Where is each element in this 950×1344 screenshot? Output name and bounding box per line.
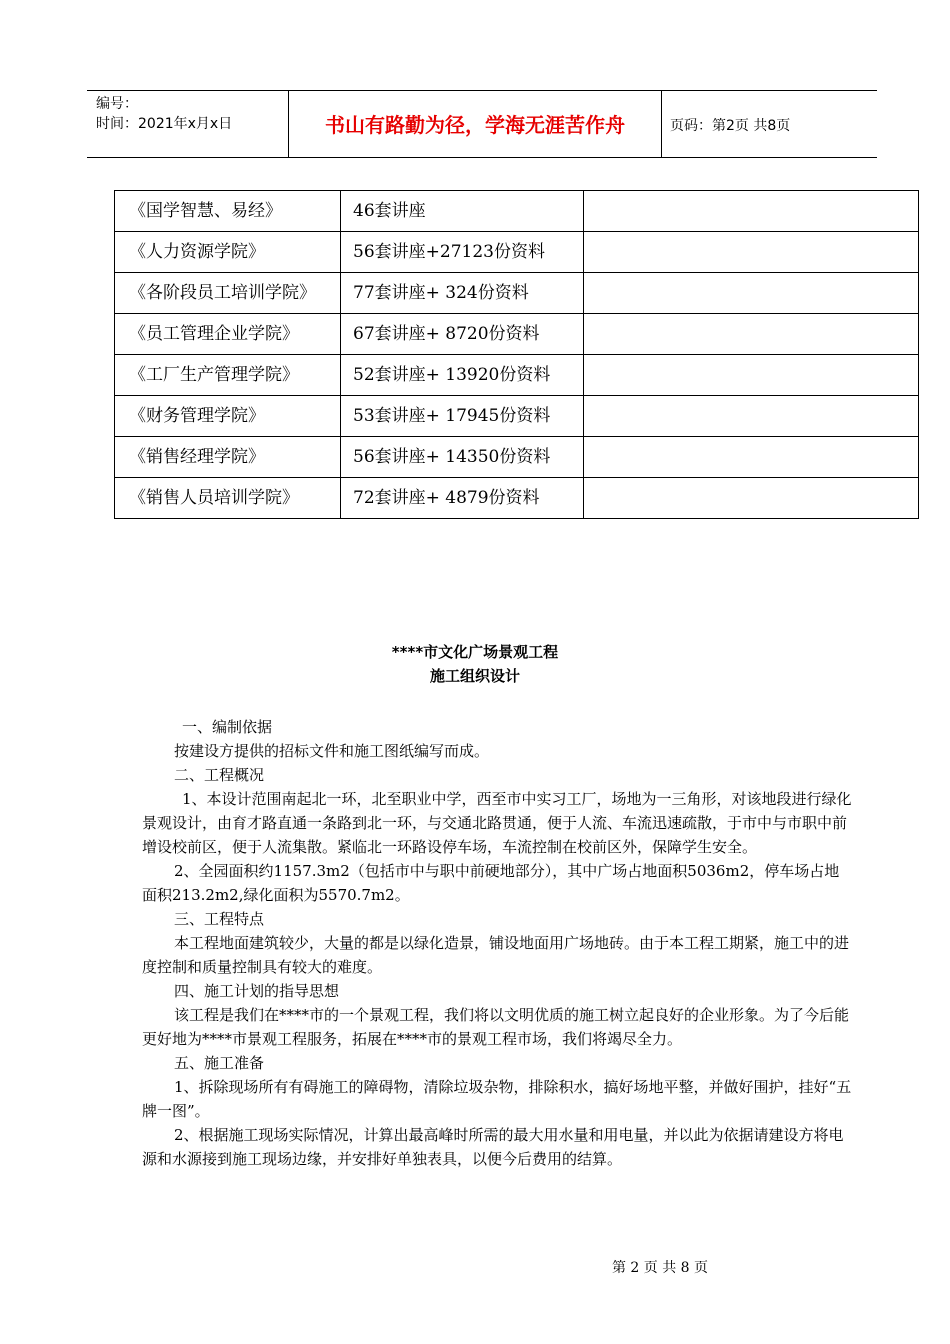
table-cell-desc: 56套讲座+ 14350份资料 <box>341 437 584 478</box>
paragraph: 2、根据施工现场实际情况，计算出最高峰时所需的最大用水量和用电量，并以此为依据请建设方将电源和水源接到施工现场边缘，并安排好单独表具，以便今后费用的结算。 <box>142 1126 844 1168</box>
table-cell-name: 《工厂生产管理学院》 <box>115 355 341 396</box>
doc-body <box>142 715 854 1171</box>
table-cell-extra <box>584 191 919 232</box>
doc-title: ****市文化广场景观工程 <box>391 643 559 661</box>
section-heading: 四、施工计划的指导思想 <box>174 982 340 1000</box>
header-bottom-rule <box>87 157 877 158</box>
table-row <box>115 273 919 314</box>
header-divider-right <box>661 91 662 157</box>
table-cell-name: 《销售经理学院》 <box>115 437 341 478</box>
paragraph: 1、本设计范围南起北一环，北至职业中学，西至市中实习工厂，场地为一三角形，对该地段进行绿化景观设计，由育才路直通一条路到北一环，与交通北路贯通，便于人流、车流迅速疏散，于市中与市职中前增设校前区，便于人流集散。紧临北一环路设停车场，车流控制在校前区外，保障学生安全。 <box>142 790 852 856</box>
table-cell-extra <box>584 437 919 478</box>
table-row <box>115 478 919 519</box>
table-cell-desc: 52套讲座+ 13920份资料 <box>341 355 584 396</box>
table-cell-name: 《销售人员培训学院》 <box>115 478 341 519</box>
header-meta <box>96 94 232 134</box>
table-cell-desc: 77套讲座+ 324份资料 <box>341 273 584 314</box>
table-cell-desc: 46套讲座 <box>341 191 584 232</box>
table-cell-desc: 72套讲座+ 4879份资料 <box>341 478 584 519</box>
paragraph: 1、拆除现场所有有碍施工的障碍物，清除垃圾杂物，排除积水，搞好场地平整，并做好围护，挂好“五牌一图”。 <box>142 1078 852 1120</box>
doc-subtitle: 施工组织设计 <box>429 667 520 685</box>
table-row <box>115 314 919 355</box>
table-cell-name: 《各阶段员工培训学院》 <box>115 273 341 314</box>
table-row <box>115 355 919 396</box>
table-cell-extra <box>584 396 919 437</box>
section-heading: 二、工程概况 <box>174 766 265 784</box>
header-top-rule <box>87 90 877 91</box>
table-cell-desc: 56套讲座+27123份资料 <box>341 232 584 273</box>
table-cell-desc: 53套讲座+ 17945份资料 <box>341 396 584 437</box>
table-row <box>115 396 919 437</box>
table-cell-name: 《人力资源学院》 <box>115 232 341 273</box>
section-heading: 三、工程特点 <box>174 910 265 928</box>
section-heading: 一、编制依据 <box>182 718 273 736</box>
table-cell-name: 《财务管理学院》 <box>115 396 341 437</box>
header-number: 编号： <box>96 96 138 112</box>
table-cell-extra <box>584 355 919 396</box>
header-page-info: 页码：第2页 共8页 <box>670 118 791 134</box>
paragraph: 按建设方提供的招标文件和施工图纸编写而成。 <box>174 742 490 760</box>
table-cell-extra <box>584 232 919 273</box>
paragraph: 2、全园面积约1157.3m2（包括市中与职中前硬地部分），其中广场占地面积5036m2，停车场占地面积213.2m2,绿化面积为5570.7m2。 <box>142 862 840 904</box>
section-heading: 五、施工准备 <box>174 1054 265 1072</box>
table-cell-extra <box>584 478 919 519</box>
table-cell-name: 《国学智慧、易经》 <box>115 191 341 232</box>
table-row <box>115 191 919 232</box>
header-motto: 书山有路勤为径，学海无涯苦作舟 <box>325 113 625 137</box>
table-cell-desc: 67套讲座+ 8720份资料 <box>341 314 584 355</box>
table-cell-extra <box>584 273 919 314</box>
header-time: 时间：2021年x月x日 <box>96 116 233 132</box>
table-row <box>115 437 919 478</box>
page-footer: 第 2 页 共 8 页 <box>611 1260 709 1276</box>
paragraph: 该工程是我们在****市的一个景观工程，我们将以文明优质的施工树立起良好的企业形象。为了今后能更好地为****市景观工程服务，拓展在****市的景观工程市场，我们将竭尽全力。 <box>142 1006 850 1048</box>
table-cell-name: 《员工管理企业学院》 <box>115 314 341 355</box>
table-cell-extra <box>584 314 919 355</box>
course-table <box>114 190 919 519</box>
table-row <box>115 232 919 273</box>
paragraph: 本工程地面建筑较少，大量的都是以绿化造景，铺设地面用广场地砖。由于本工程工期紧，施工中的进度控制和质量控制具有较大的难度。 <box>142 934 850 976</box>
